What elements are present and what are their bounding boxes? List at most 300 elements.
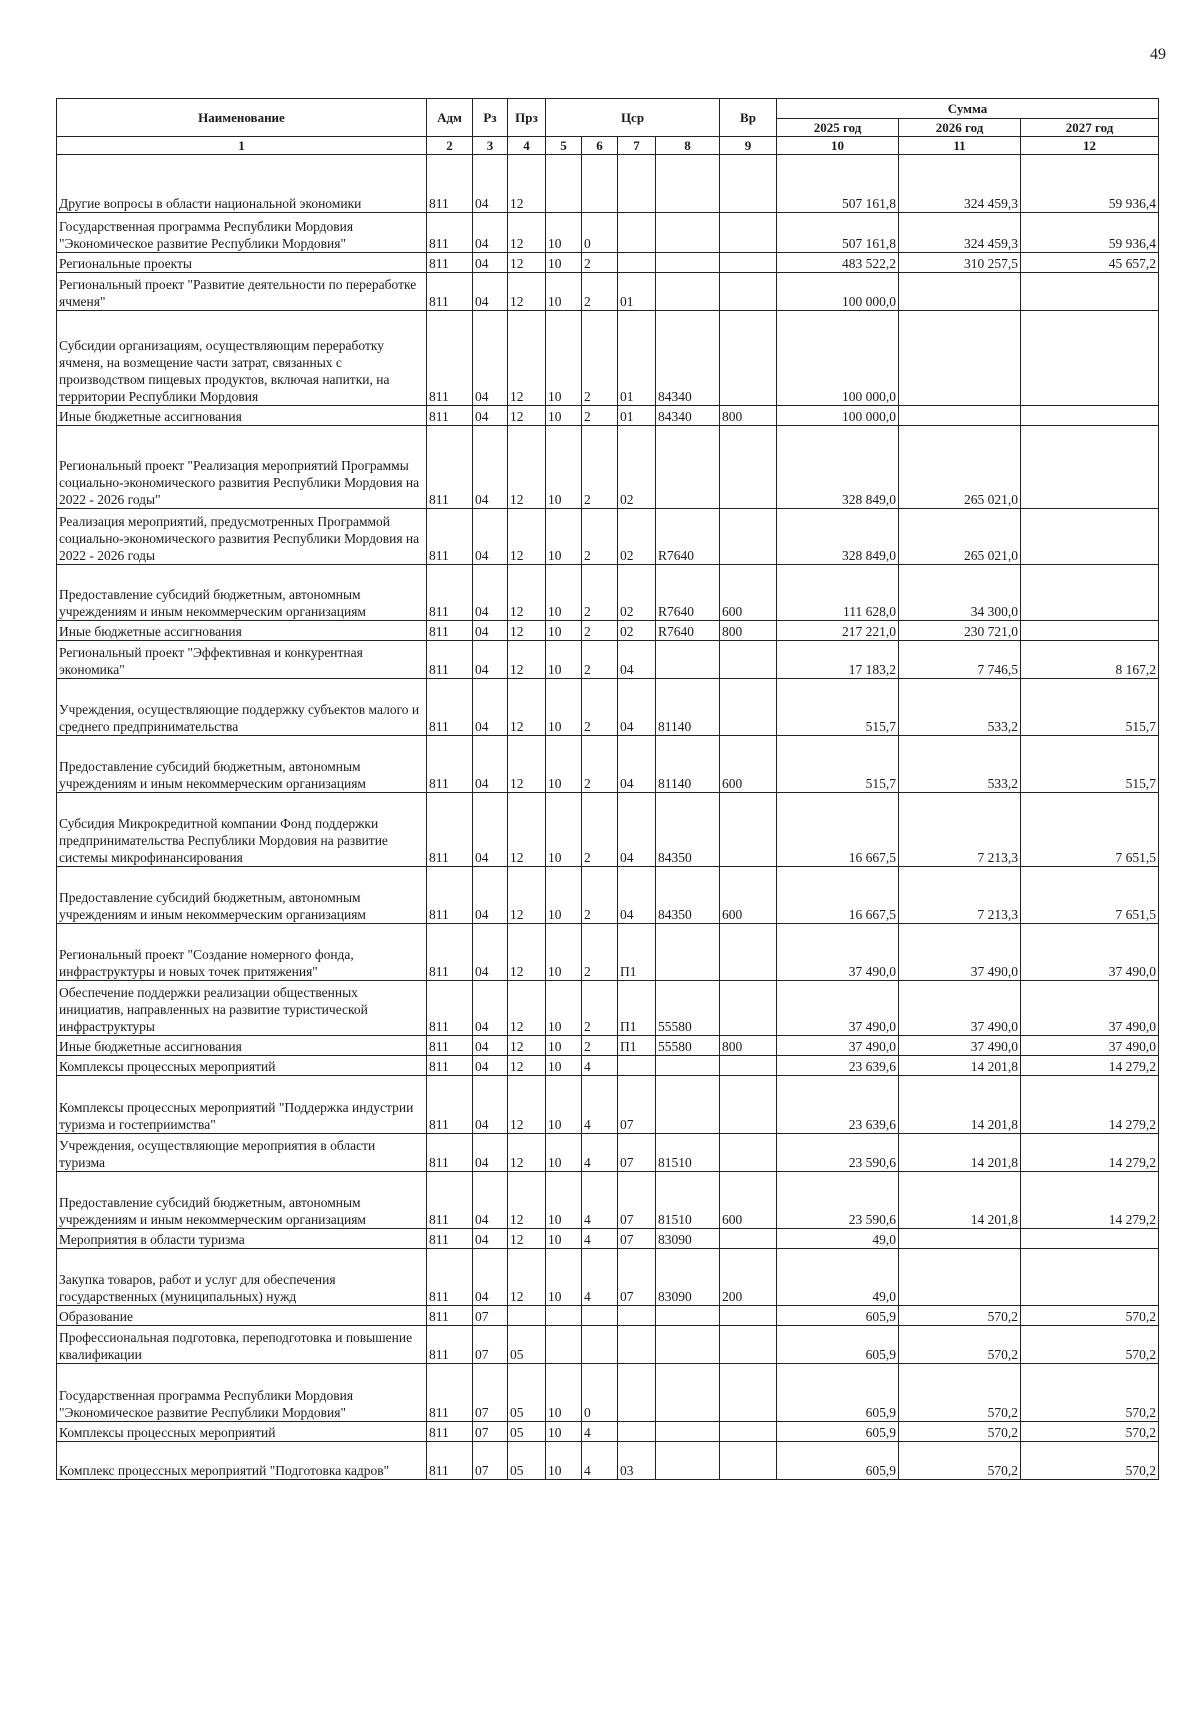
- row-c6-cell: [582, 155, 618, 213]
- table-row: [57, 1249, 1159, 1306]
- row-prz-cell: 12: [508, 924, 546, 981]
- row-prz-cell: 12: [508, 793, 546, 867]
- row-c5-cell: 10: [546, 641, 582, 679]
- row-name-cell: Учреждения, осуществляющие поддержку субъектов малого и среднего предпринимательства: [57, 679, 427, 736]
- row-s2025-cell: 111 628,0: [777, 565, 899, 621]
- row-s2026-cell: 34 300,0: [899, 565, 1021, 621]
- row-rz-cell: 04: [473, 641, 508, 679]
- row-c7-cell: 01: [618, 273, 656, 311]
- row-c5-cell: 10: [546, 1036, 582, 1056]
- row-c8-cell: [656, 213, 720, 253]
- row-c5-cell: 10: [546, 213, 582, 253]
- row-c7-cell: [618, 1326, 656, 1364]
- table-row: [57, 621, 1159, 641]
- row-s2027-cell: 570,2: [1021, 1442, 1159, 1480]
- row-c7-cell: [618, 1364, 656, 1422]
- row-adm-cell: 811: [427, 1036, 473, 1056]
- row-s2027-cell: 7 651,5: [1021, 867, 1159, 924]
- row-vr-cell: 600: [720, 565, 777, 621]
- header-year-2027: 2027 год: [1021, 119, 1159, 137]
- row-c5-cell: [546, 155, 582, 213]
- row-adm-cell: 811: [427, 1442, 473, 1480]
- table-row: [57, 311, 1159, 406]
- row-prz-cell: 05: [508, 1326, 546, 1364]
- row-s2027-cell: 570,2: [1021, 1326, 1159, 1364]
- row-rz-cell: 04: [473, 679, 508, 736]
- row-c8-cell: [656, 1306, 720, 1326]
- row-adm-cell: 811: [427, 924, 473, 981]
- row-s2025-cell: 328 849,0: [777, 426, 899, 509]
- table-row: [57, 155, 1159, 213]
- table-row: [57, 426, 1159, 509]
- row-c8-cell: 84340: [656, 311, 720, 406]
- row-vr-cell: 800: [720, 406, 777, 426]
- header-sum: Сумма: [777, 99, 1159, 119]
- row-vr-cell: [720, 981, 777, 1036]
- row-c5-cell: 10: [546, 621, 582, 641]
- row-c6-cell: 2: [582, 406, 618, 426]
- row-adm-cell: 811: [427, 509, 473, 565]
- row-vr-cell: [720, 1056, 777, 1076]
- row-vr-cell: [720, 426, 777, 509]
- row-adm-cell: 811: [427, 1249, 473, 1306]
- row-vr-cell: [720, 213, 777, 253]
- header-name: Наименование: [57, 99, 427, 137]
- row-s2025-cell: 100 000,0: [777, 311, 899, 406]
- column-number: 4: [508, 137, 546, 155]
- row-s2026-cell: [899, 406, 1021, 426]
- row-rz-cell: 04: [473, 1172, 508, 1229]
- row-c6-cell: [582, 1326, 618, 1364]
- row-c7-cell: [618, 155, 656, 213]
- row-rz-cell: 04: [473, 213, 508, 253]
- row-c7-cell: 02: [618, 621, 656, 641]
- table-row: [57, 1326, 1159, 1364]
- row-rz-cell: 04: [473, 1056, 508, 1076]
- row-s2025-cell: 37 490,0: [777, 981, 899, 1036]
- row-c7-cell: 04: [618, 641, 656, 679]
- row-prz-cell: 12: [508, 867, 546, 924]
- row-c6-cell: 2: [582, 981, 618, 1036]
- row-rz-cell: 04: [473, 736, 508, 793]
- row-rz-cell: 04: [473, 793, 508, 867]
- row-rz-cell: 04: [473, 253, 508, 273]
- row-s2025-cell: 515,7: [777, 679, 899, 736]
- row-adm-cell: 811: [427, 981, 473, 1036]
- row-c5-cell: 10: [546, 1229, 582, 1249]
- row-c6-cell: 2: [582, 867, 618, 924]
- row-adm-cell: 811: [427, 406, 473, 426]
- row-adm-cell: 811: [427, 426, 473, 509]
- row-s2025-cell: 37 490,0: [777, 924, 899, 981]
- row-rz-cell: 04: [473, 867, 508, 924]
- row-c5-cell: [546, 1306, 582, 1326]
- table-row: [57, 1306, 1159, 1326]
- row-prz-cell: 12: [508, 155, 546, 213]
- row-c5-cell: 10: [546, 1076, 582, 1134]
- row-c5-cell: 10: [546, 311, 582, 406]
- row-rz-cell: 04: [473, 981, 508, 1036]
- row-adm-cell: 811: [427, 273, 473, 311]
- row-s2027-cell: [1021, 621, 1159, 641]
- row-s2026-cell: 570,2: [899, 1364, 1021, 1422]
- row-s2025-cell: 605,9: [777, 1422, 899, 1442]
- row-s2026-cell: 37 490,0: [899, 981, 1021, 1036]
- row-prz-cell: 12: [508, 981, 546, 1036]
- row-c7-cell: [618, 1306, 656, 1326]
- row-vr-cell: 600: [720, 736, 777, 793]
- header-prz: Прз: [508, 99, 546, 137]
- row-prz-cell: 12: [508, 311, 546, 406]
- row-s2027-cell: [1021, 311, 1159, 406]
- row-prz-cell: [508, 1306, 546, 1326]
- row-adm-cell: 811: [427, 565, 473, 621]
- row-c6-cell: 4: [582, 1056, 618, 1076]
- row-prz-cell: 12: [508, 1229, 546, 1249]
- row-name-cell: Иные бюджетные ассигнования: [57, 1036, 427, 1056]
- row-c5-cell: 10: [546, 1364, 582, 1422]
- row-s2026-cell: [899, 1229, 1021, 1249]
- row-rz-cell: 04: [473, 406, 508, 426]
- row-c6-cell: 4: [582, 1076, 618, 1134]
- row-s2025-cell: 507 161,8: [777, 213, 899, 253]
- column-number: 9: [720, 137, 777, 155]
- row-c8-cell: 84340: [656, 406, 720, 426]
- row-vr-cell: [720, 253, 777, 273]
- row-vr-cell: [720, 1229, 777, 1249]
- row-s2025-cell: 605,9: [777, 1442, 899, 1480]
- table-row: [57, 1076, 1159, 1134]
- row-vr-cell: 200: [720, 1249, 777, 1306]
- row-s2025-cell: 16 667,5: [777, 793, 899, 867]
- row-c7-cell: [618, 1056, 656, 1076]
- row-name-cell: Региональные проекты: [57, 253, 427, 273]
- row-s2027-cell: [1021, 426, 1159, 509]
- table-row: [57, 1134, 1159, 1172]
- row-vr-cell: [720, 641, 777, 679]
- row-s2027-cell: 45 657,2: [1021, 253, 1159, 273]
- row-c8-cell: [656, 155, 720, 213]
- table-row: [57, 406, 1159, 426]
- row-c5-cell: 10: [546, 273, 582, 311]
- row-c8-cell: 84350: [656, 867, 720, 924]
- row-c7-cell: [618, 213, 656, 253]
- row-s2027-cell: [1021, 406, 1159, 426]
- row-c5-cell: 10: [546, 1134, 582, 1172]
- row-s2025-cell: 605,9: [777, 1364, 899, 1422]
- row-s2025-cell: 16 667,5: [777, 867, 899, 924]
- row-c8-cell: R7640: [656, 621, 720, 641]
- row-s2026-cell: 533,2: [899, 736, 1021, 793]
- row-vr-cell: [720, 1442, 777, 1480]
- row-vr-cell: [720, 273, 777, 311]
- row-name-cell: Иные бюджетные ассигнования: [57, 621, 427, 641]
- row-s2025-cell: 23 590,6: [777, 1134, 899, 1172]
- row-prz-cell: 12: [508, 406, 546, 426]
- row-c8-cell: [656, 1056, 720, 1076]
- row-name-cell: Другие вопросы в области национальной экономики: [57, 155, 427, 213]
- row-s2025-cell: 49,0: [777, 1249, 899, 1306]
- row-c5-cell: 10: [546, 793, 582, 867]
- row-name-cell: Субсидия Микрокредитной компании Фонд поддержки предпринимательства Республики Мордовия на развитие системы микрофинансирования: [57, 793, 427, 867]
- row-rz-cell: 07: [473, 1422, 508, 1442]
- row-s2025-cell: 328 849,0: [777, 509, 899, 565]
- row-c6-cell: [582, 1306, 618, 1326]
- row-c7-cell: 07: [618, 1172, 656, 1229]
- row-adm-cell: 811: [427, 253, 473, 273]
- row-rz-cell: 04: [473, 924, 508, 981]
- row-c8-cell: 81140: [656, 679, 720, 736]
- row-vr-cell: [720, 924, 777, 981]
- row-c5-cell: 10: [546, 509, 582, 565]
- row-c5-cell: 10: [546, 1249, 582, 1306]
- table-row: [57, 1364, 1159, 1422]
- row-c6-cell: 2: [582, 679, 618, 736]
- table-row: [57, 1172, 1159, 1229]
- row-c6-cell: 4: [582, 1442, 618, 1480]
- row-rz-cell: 04: [473, 1249, 508, 1306]
- row-name-cell: Региональный проект "Эффективная и конкурентная экономика": [57, 641, 427, 679]
- row-c5-cell: 10: [546, 1442, 582, 1480]
- row-c8-cell: R7640: [656, 565, 720, 621]
- row-s2026-cell: 37 490,0: [899, 924, 1021, 981]
- row-adm-cell: 811: [427, 621, 473, 641]
- table-row: [57, 273, 1159, 311]
- row-s2027-cell: 14 279,2: [1021, 1056, 1159, 1076]
- row-c7-cell: 04: [618, 867, 656, 924]
- row-c6-cell: 4: [582, 1422, 618, 1442]
- row-rz-cell: 07: [473, 1306, 508, 1326]
- row-vr-cell: [720, 1134, 777, 1172]
- row-rz-cell: 04: [473, 311, 508, 406]
- column-number: 7: [618, 137, 656, 155]
- row-s2025-cell: 23 639,6: [777, 1056, 899, 1076]
- table-row: [57, 253, 1159, 273]
- table-row: [57, 641, 1159, 679]
- row-name-cell: Обеспечение поддержки реализации общественных инициатив, направленных на развитие туристической инфраструктуры: [57, 981, 427, 1036]
- row-c7-cell: П1: [618, 1036, 656, 1056]
- row-c8-cell: [656, 1076, 720, 1134]
- row-rz-cell: 04: [473, 1229, 508, 1249]
- row-c8-cell: [656, 641, 720, 679]
- row-s2027-cell: 7 651,5: [1021, 793, 1159, 867]
- column-number: 1: [57, 137, 427, 155]
- row-s2026-cell: 570,2: [899, 1442, 1021, 1480]
- row-c8-cell: 55580: [656, 1036, 720, 1056]
- row-vr-cell: [720, 679, 777, 736]
- column-number: 5: [546, 137, 582, 155]
- row-c5-cell: 10: [546, 736, 582, 793]
- row-adm-cell: 811: [427, 1134, 473, 1172]
- header-year-2025: 2025 год: [777, 119, 899, 137]
- row-name-cell: Предоставление субсидий бюджетным, автономным учреждениям и иным некоммерческим организациям: [57, 867, 427, 924]
- row-s2027-cell: 570,2: [1021, 1422, 1159, 1442]
- row-c6-cell: 0: [582, 213, 618, 253]
- row-name-cell: Комплекс процессных мероприятий "Подготовка кадров": [57, 1442, 427, 1480]
- header-adm: Адм: [427, 99, 473, 137]
- table-row: [57, 509, 1159, 565]
- row-c7-cell: 04: [618, 679, 656, 736]
- row-name-cell: Образование: [57, 1306, 427, 1326]
- row-prz-cell: 12: [508, 1172, 546, 1229]
- row-c5-cell: 10: [546, 253, 582, 273]
- row-s2026-cell: 14 201,8: [899, 1172, 1021, 1229]
- row-rz-cell: 07: [473, 1364, 508, 1422]
- column-number: 2: [427, 137, 473, 155]
- row-adm-cell: 811: [427, 213, 473, 253]
- row-c8-cell: 81140: [656, 736, 720, 793]
- row-s2027-cell: 14 279,2: [1021, 1172, 1159, 1229]
- row-c6-cell: 2: [582, 736, 618, 793]
- row-c6-cell: 2: [582, 311, 618, 406]
- row-s2027-cell: 37 490,0: [1021, 924, 1159, 981]
- column-number: 6: [582, 137, 618, 155]
- column-number: 10: [777, 137, 899, 155]
- table-row: [57, 924, 1159, 981]
- row-c7-cell: 01: [618, 406, 656, 426]
- row-c7-cell: 02: [618, 565, 656, 621]
- row-name-cell: Профессиональная подготовка, переподготовка и повышение квалификации: [57, 1326, 427, 1364]
- row-s2026-cell: 324 459,3: [899, 155, 1021, 213]
- row-vr-cell: [720, 1076, 777, 1134]
- row-s2026-cell: 7 746,5: [899, 641, 1021, 679]
- row-s2025-cell: 100 000,0: [777, 406, 899, 426]
- row-c6-cell: 4: [582, 1172, 618, 1229]
- row-s2026-cell: 230 721,0: [899, 621, 1021, 641]
- row-c6-cell: 2: [582, 509, 618, 565]
- row-c6-cell: 2: [582, 1036, 618, 1056]
- row-rz-cell: 07: [473, 1326, 508, 1364]
- column-number: 12: [1021, 137, 1159, 155]
- row-vr-cell: [720, 311, 777, 406]
- row-name-cell: Реализация мероприятий, предусмотренных Программой социально-экономического развития Республики Мордовия на 2022 - 2026 годы: [57, 509, 427, 565]
- row-c8-cell: 83090: [656, 1229, 720, 1249]
- column-number: 11: [899, 137, 1021, 155]
- row-c6-cell: 4: [582, 1249, 618, 1306]
- row-s2027-cell: [1021, 1249, 1159, 1306]
- row-prz-cell: 12: [508, 509, 546, 565]
- row-s2026-cell: 37 490,0: [899, 1036, 1021, 1056]
- row-rz-cell: 04: [473, 1076, 508, 1134]
- row-rz-cell: 04: [473, 1036, 508, 1056]
- row-c7-cell: П1: [618, 981, 656, 1036]
- row-vr-cell: [720, 155, 777, 213]
- row-s2025-cell: 483 522,2: [777, 253, 899, 273]
- row-s2025-cell: 605,9: [777, 1306, 899, 1326]
- row-c5-cell: 10: [546, 679, 582, 736]
- row-adm-cell: 811: [427, 641, 473, 679]
- row-prz-cell: 12: [508, 1076, 546, 1134]
- row-s2026-cell: 570,2: [899, 1422, 1021, 1442]
- row-s2026-cell: 14 201,8: [899, 1076, 1021, 1134]
- row-s2027-cell: 570,2: [1021, 1364, 1159, 1422]
- row-s2026-cell: 533,2: [899, 679, 1021, 736]
- row-c6-cell: 2: [582, 924, 618, 981]
- row-s2027-cell: [1021, 273, 1159, 311]
- row-vr-cell: [720, 1422, 777, 1442]
- row-s2027-cell: 515,7: [1021, 679, 1159, 736]
- row-name-cell: Закупка товаров, работ и услуг для обеспечения государственных (муниципальных) нужд: [57, 1249, 427, 1306]
- row-c5-cell: 10: [546, 1056, 582, 1076]
- table-row: [57, 213, 1159, 253]
- row-c6-cell: 4: [582, 1229, 618, 1249]
- row-c7-cell: 07: [618, 1249, 656, 1306]
- row-c5-cell: 10: [546, 565, 582, 621]
- row-name-cell: Комплексы процессных мероприятий "Поддержка индустрии туризма и гостеприимства": [57, 1076, 427, 1134]
- row-s2027-cell: 14 279,2: [1021, 1076, 1159, 1134]
- table-row: [57, 867, 1159, 924]
- row-rz-cell: 04: [473, 273, 508, 311]
- row-c7-cell: 03: [618, 1442, 656, 1480]
- row-name-cell: Иные бюджетные ассигнования: [57, 406, 427, 426]
- row-name-cell: Комплексы процессных мероприятий: [57, 1422, 427, 1442]
- header-vr: Вр: [720, 99, 777, 137]
- row-rz-cell: 04: [473, 426, 508, 509]
- row-prz-cell: 12: [508, 253, 546, 273]
- row-c6-cell: 0: [582, 1364, 618, 1422]
- row-prz-cell: 12: [508, 679, 546, 736]
- row-c6-cell: 2: [582, 621, 618, 641]
- row-c8-cell: [656, 1326, 720, 1364]
- row-s2025-cell: 515,7: [777, 736, 899, 793]
- row-adm-cell: 811: [427, 1306, 473, 1326]
- column-number: 3: [473, 137, 508, 155]
- row-name-cell: Региональный проект "Развитие деятельности по переработке ячменя": [57, 273, 427, 311]
- row-vr-cell: 600: [720, 1172, 777, 1229]
- row-s2025-cell: 507 161,8: [777, 155, 899, 213]
- row-c6-cell: 2: [582, 273, 618, 311]
- header-tsr: Цср: [546, 99, 720, 137]
- row-vr-cell: [720, 793, 777, 867]
- row-vr-cell: [720, 1364, 777, 1422]
- table-row: [57, 736, 1159, 793]
- row-adm-cell: 811: [427, 736, 473, 793]
- table-row: [57, 1229, 1159, 1249]
- row-c7-cell: 07: [618, 1229, 656, 1249]
- row-vr-cell: [720, 1306, 777, 1326]
- row-c8-cell: [656, 253, 720, 273]
- row-prz-cell: 12: [508, 1036, 546, 1056]
- row-adm-cell: 811: [427, 1229, 473, 1249]
- table-row: [57, 565, 1159, 621]
- row-vr-cell: 600: [720, 867, 777, 924]
- row-rz-cell: 04: [473, 1134, 508, 1172]
- row-name-cell: Мероприятия в области туризма: [57, 1229, 427, 1249]
- row-s2027-cell: 59 936,4: [1021, 213, 1159, 253]
- row-c6-cell: 2: [582, 793, 618, 867]
- row-vr-cell: 800: [720, 1036, 777, 1056]
- page-number: 49: [1150, 46, 1166, 63]
- row-c5-cell: 10: [546, 426, 582, 509]
- row-s2027-cell: [1021, 565, 1159, 621]
- row-c8-cell: 55580: [656, 981, 720, 1036]
- row-s2027-cell: [1021, 1229, 1159, 1249]
- row-c8-cell: [656, 1442, 720, 1480]
- row-s2026-cell: 14 201,8: [899, 1056, 1021, 1076]
- row-name-cell: Учреждения, осуществляющие мероприятия в области туризма: [57, 1134, 427, 1172]
- row-s2025-cell: 217 221,0: [777, 621, 899, 641]
- row-c8-cell: 83090: [656, 1249, 720, 1306]
- row-adm-cell: 811: [427, 1422, 473, 1442]
- row-s2025-cell: 23 639,6: [777, 1076, 899, 1134]
- row-name-cell: Предоставление субсидий бюджетным, автономным учреждениям и иным некоммерческим организациям: [57, 565, 427, 621]
- row-rz-cell: 04: [473, 621, 508, 641]
- row-name-cell: Региональный проект "Создание номерного фонда, инфраструктуры и новых точек притяжения": [57, 924, 427, 981]
- row-c6-cell: 4: [582, 1134, 618, 1172]
- row-rz-cell: 04: [473, 565, 508, 621]
- row-c5-cell: 10: [546, 981, 582, 1036]
- row-c6-cell: 2: [582, 426, 618, 509]
